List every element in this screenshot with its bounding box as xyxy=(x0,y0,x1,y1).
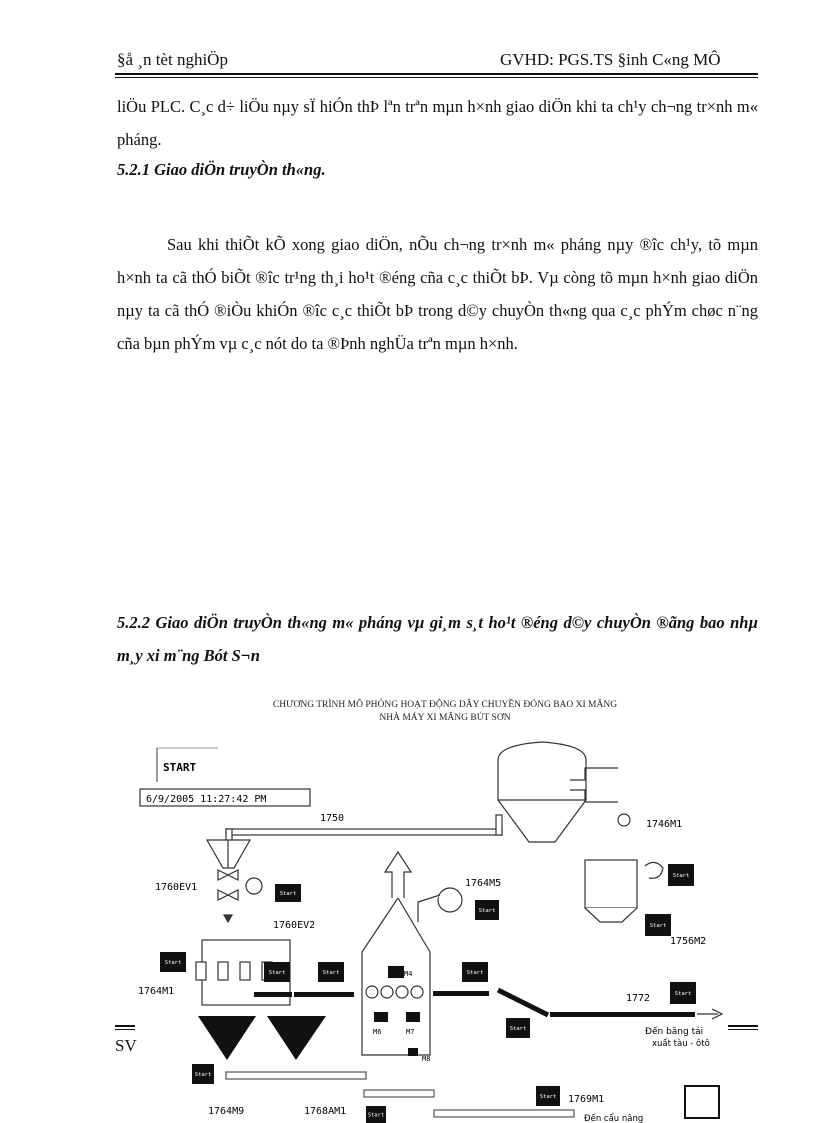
start-button-label[interactable]: Start xyxy=(466,970,484,976)
datetime-display: 6/9/2005 11:27:42 PM xyxy=(146,794,267,805)
start-button-label[interactable]: Start xyxy=(268,970,286,976)
label-1764m9: 1764M9 xyxy=(208,1106,245,1117)
screw-conveyor-mid xyxy=(364,1090,434,1097)
exit-icon[interactable] xyxy=(685,1086,719,1118)
start-button-label[interactable]: Start xyxy=(194,1072,212,1078)
label-m8: M8 xyxy=(422,1055,431,1063)
diagram-title-line1: CHƯƠNG TRÌNH MÔ PHỎNG HOẠT ĐỘNG DÂY CHUYỀN ĐÓNG BAO XI MĂNG xyxy=(272,700,618,710)
hopper-valve xyxy=(207,840,262,922)
paragraph-body: Sau khi thiÕt kÕ xong giao diÖn, nÕu ch¬ng tr×nh m« pháng nµy ®îc ch¹y, tõ mµn h×nh ta cã thÓ biÕt ®îc tr¹ng th¸i ho¹t ®éng cña c¸c thiÕt bÞ. Vµ còng tõ mµn h×nh giao diÖn nµy ta cã thÓ ®iÒu khiÓn ®îc c¸c thiÕt bÞ trong d©y chuyÒn th«ng qua c¸c phÝm chøc n¨ng cña bµn phÝm vµ c¸c nót do ta ®Þnh nghÜa trªn mµn h×nh. xyxy=(117,235,758,353)
header-right: GVHD: PGS.TS §inh C«ng MÔ xyxy=(500,50,721,69)
funnel-2 xyxy=(267,1016,326,1060)
tank-1756m2 xyxy=(585,860,663,922)
truck-text-2: xuất tàu - ôtô xyxy=(652,1039,710,1049)
paragraph-intro: liÖu PLC. C¸c d÷ liÖu nµy sÏ hiÓn thÞ lªn trªn mµn h×nh giao diÖn khi ta ch¹y ch¬ng tr×nh m« pháng. xyxy=(117,97,758,149)
label-1764m1: 1764M1 xyxy=(138,986,175,997)
label-1760ev2: 1760EV2 xyxy=(273,920,316,931)
screw-conveyor-bottom xyxy=(226,1072,366,1079)
start-label[interactable]: START xyxy=(163,761,197,774)
start-button-label[interactable]: Start xyxy=(279,891,297,897)
conveyor-segment-c xyxy=(433,991,489,996)
conveyor-1772 xyxy=(550,1012,695,1017)
label-1769m1: 1769M1 xyxy=(568,1094,605,1105)
start-button-label[interactable]: Start xyxy=(539,1094,557,1100)
label-m7: M7 xyxy=(406,1028,415,1036)
header-rule xyxy=(115,73,758,75)
diagram-title-line2: NHÀ MÁY XI MĂNG BÚT SƠN xyxy=(379,713,511,723)
fan-m5 xyxy=(418,888,462,922)
header-left: §å ¸n tèt nghiÖp xyxy=(117,50,228,69)
arrow-right xyxy=(697,1009,722,1019)
label-1764m5: 1764M5 xyxy=(465,878,502,889)
silo xyxy=(498,742,586,842)
section-heading-5-2-1: 5.2.1 Giao diÖn truyÒn th«ng. xyxy=(117,160,326,179)
process-diagram xyxy=(130,690,770,1123)
truck-text-1: Đến băng tải xyxy=(645,1027,704,1037)
label-1760ev1: 1760EV1 xyxy=(155,882,198,893)
header-rule-thin xyxy=(115,77,758,78)
start-button-label[interactable]: Start xyxy=(322,970,340,976)
label-m4: M4 xyxy=(404,970,413,978)
motor-m8[interactable] xyxy=(408,1048,418,1056)
conveyor-segment-a xyxy=(254,992,292,997)
label-1746m1: 1746M1 xyxy=(646,819,683,830)
label-m6: M6 xyxy=(373,1028,382,1036)
conveyor-incline xyxy=(498,990,548,1015)
start-button-label[interactable]: Start xyxy=(509,1026,527,1032)
conveyor-1750 xyxy=(226,815,502,853)
start-button-label[interactable]: Start xyxy=(672,873,690,879)
start-button-label[interactable]: Start xyxy=(674,991,692,997)
funnel-1 xyxy=(198,1016,256,1060)
crane-text: Đến cẩu nâng xyxy=(584,1114,644,1123)
central-building xyxy=(362,852,430,1055)
conveyor-segment-b xyxy=(294,992,354,997)
footer-text: SV xyxy=(115,1036,137,1055)
motor-m6[interactable] xyxy=(374,1012,388,1022)
label-1756m2: 1756M2 xyxy=(670,936,707,947)
start-button-label[interactable]: Start xyxy=(649,923,667,929)
start-control[interactable] xyxy=(157,748,218,782)
section-heading-5-2-2: 5.2.2 Giao diÖn truyÒn th«ng m« pháng vµ gi¸m s¸t ho¹t ®éng d©y chuyÒn ®ãng bao nhµ m¸y xi m¨ng Bót S¬n xyxy=(117,613,758,665)
start-button-label[interactable]: Start xyxy=(478,908,496,914)
label-1768am1: 1768AM1 xyxy=(304,1106,347,1117)
motor-m7[interactable] xyxy=(406,1012,420,1022)
label-1750: 1750 xyxy=(320,813,345,824)
motor-m4[interactable] xyxy=(388,966,404,978)
label-1772: 1772 xyxy=(626,993,651,1004)
screw-conveyor-right xyxy=(434,1110,574,1117)
start-button-label[interactable]: Start xyxy=(164,960,182,966)
start-button-label[interactable]: Start xyxy=(367,1112,385,1119)
